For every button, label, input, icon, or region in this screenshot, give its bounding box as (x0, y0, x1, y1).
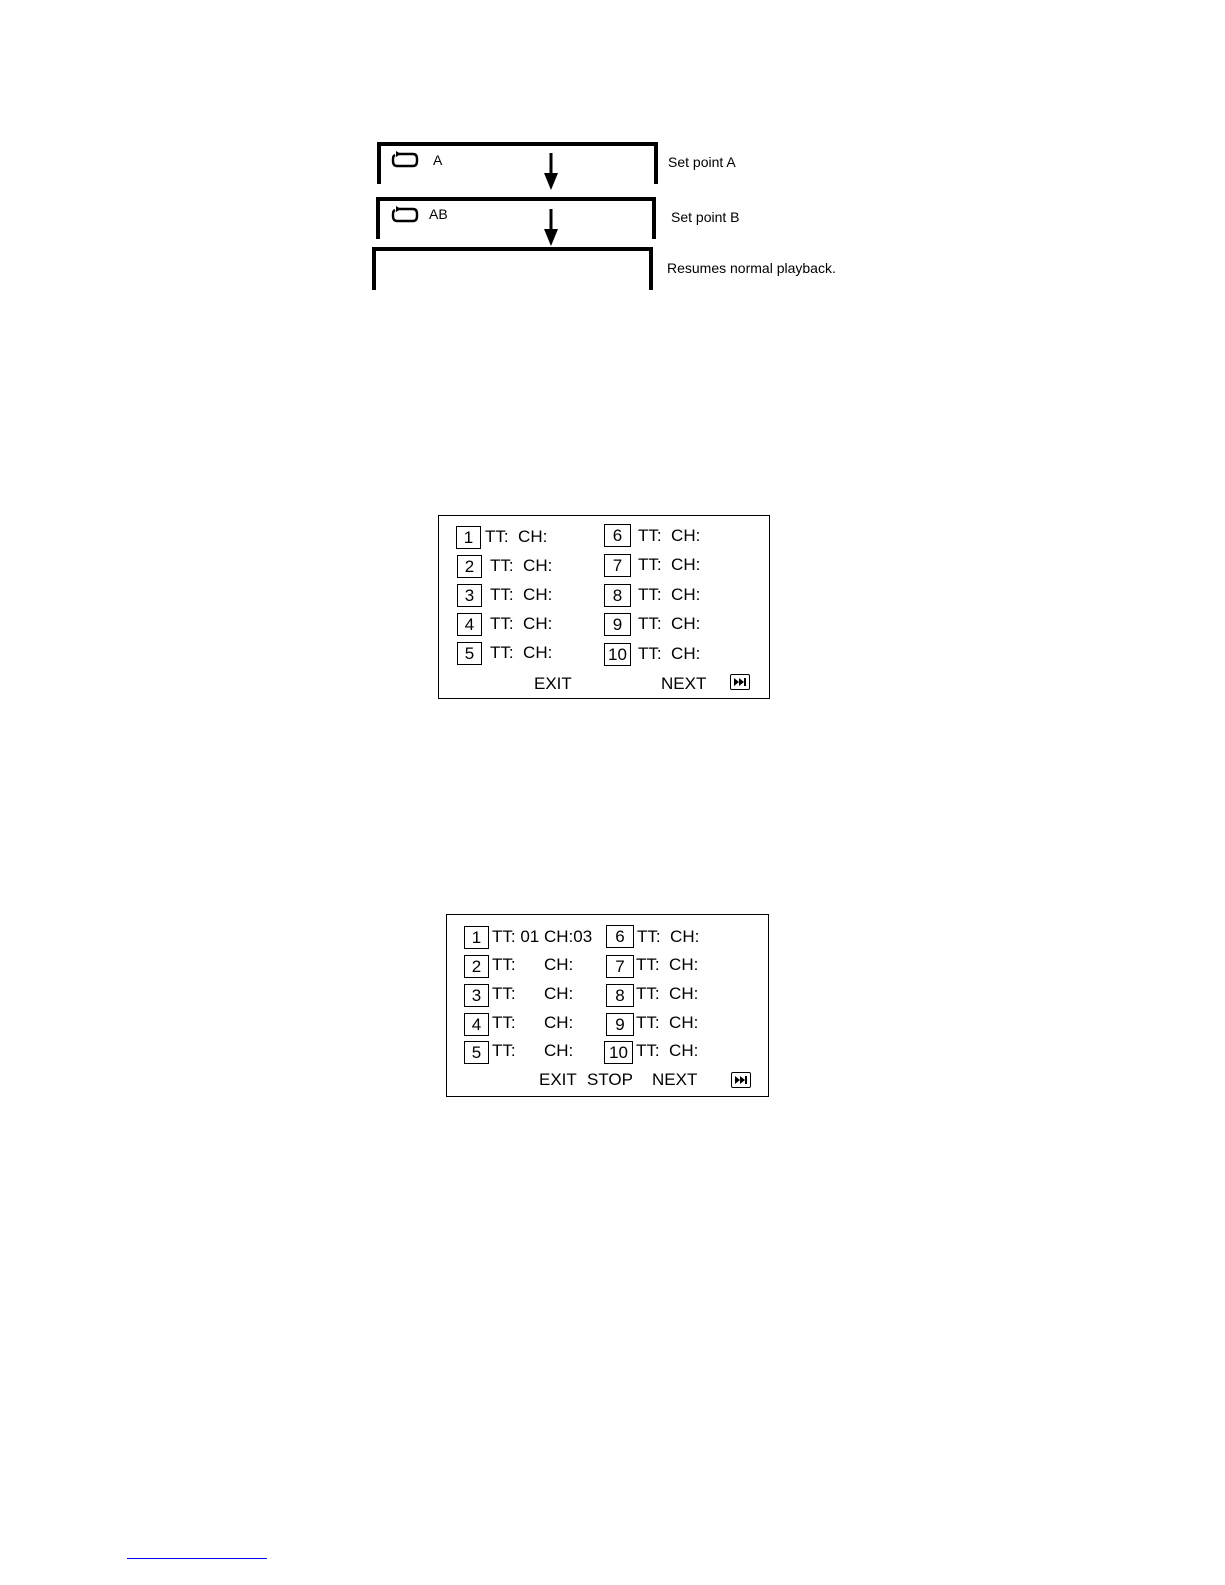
bookmark-slot-8-text: TT: CH: (636, 984, 699, 1003)
caption-set-point-b: Set point B (671, 209, 740, 225)
next-button[interactable]: NEXT (661, 674, 707, 693)
caption-set-point-a: Set point A (668, 154, 736, 170)
bookmark-slot-5[interactable]: 5 (457, 642, 482, 665)
bookmark-slot-10-text: TT: CH: (636, 1041, 699, 1060)
bookmark-slot-9-text: TT: CH: (636, 1013, 699, 1032)
bookmark-slot-4[interactable]: 4 (464, 1013, 489, 1036)
caption-resumes-normal-playback: Resumes normal playback. (667, 260, 836, 276)
bookmark-slot-1[interactable]: 1 (456, 526, 481, 549)
bookmark-slot-1-text: TT: CH: (485, 527, 548, 546)
exit-button[interactable]: EXIT (534, 674, 572, 693)
bookmark-slot-5-text: TT: CH: (492, 1041, 574, 1060)
osd-frame-normal-playback (372, 247, 653, 290)
stop-button[interactable]: STOP (587, 1070, 633, 1089)
bookmark-slot-10[interactable]: 10 (604, 1041, 633, 1064)
next-button[interactable]: NEXT (652, 1070, 698, 1089)
osd-frame-point-a (377, 142, 658, 184)
bookmark-slot-2[interactable]: 2 (457, 555, 482, 578)
bookmark-slot-7-text: TT: CH: (638, 555, 701, 574)
bookmark-slot-3[interactable]: 3 (464, 984, 489, 1007)
osd-label-ab: AB (429, 206, 448, 222)
bookmark-slot-6-text: TT: CH: (638, 526, 701, 545)
bookmark-slot-5[interactable]: 5 (464, 1041, 489, 1064)
bookmark-slot-8[interactable]: 8 (604, 584, 631, 607)
bookmark-slot-3-text: TT: CH: (492, 984, 574, 1003)
bookmark-slot-7[interactable]: 7 (606, 955, 634, 978)
bookmark-slot-1-text: TT: 01 CH:03 (492, 927, 593, 946)
bookmark-slot-5-text: TT: CH: (490, 643, 553, 662)
bookmark-slot-6-text: TT: CH: (637, 927, 700, 946)
bookmark-slot-1[interactable]: 1 (464, 926, 489, 949)
bookmark-slot-4-text: TT: CH: (490, 614, 553, 633)
exit-button[interactable]: EXIT (539, 1070, 577, 1089)
bookmark-slot-7-text: TT: CH: (636, 955, 699, 974)
skip-next-icon[interactable] (730, 674, 750, 690)
bookmark-slot-2-text: TT: CH: (490, 556, 553, 575)
bookmark-slot-7[interactable]: 7 (604, 554, 631, 577)
bookmark-slot-4[interactable]: 4 (457, 613, 482, 636)
bookmark-slot-9[interactable]: 9 (604, 613, 631, 636)
bookmark-menu-filled (446, 914, 769, 1097)
bookmark-slot-6[interactable]: 6 (606, 925, 634, 948)
repeat-icon (391, 205, 419, 225)
bookmark-slot-6[interactable]: 6 (604, 524, 631, 547)
bookmark-slot-9[interactable]: 9 (606, 1013, 634, 1036)
bookmark-slot-4-text: TT: CH: (492, 1013, 574, 1032)
bookmark-slot-8-text: TT: CH: (638, 585, 701, 604)
footer-divider (127, 1558, 267, 1559)
bookmark-slot-10-text: TT: CH: (638, 644, 701, 663)
skip-next-icon[interactable] (731, 1072, 751, 1088)
repeat-icon (391, 150, 419, 170)
down-arrow-icon (543, 209, 559, 247)
osd-label-a: A (433, 152, 443, 168)
bookmark-menu-empty (438, 515, 770, 699)
down-arrow-icon (543, 153, 559, 191)
bookmark-slot-8[interactable]: 8 (606, 984, 634, 1007)
bookmark-slot-3[interactable]: 3 (457, 584, 482, 607)
bookmark-slot-10[interactable]: 10 (604, 643, 631, 666)
bookmark-slot-2-text: TT: CH: (492, 955, 574, 974)
bookmark-slot-9-text: TT: CH: (638, 614, 701, 633)
bookmark-slot-2[interactable]: 2 (464, 955, 489, 978)
bookmark-slot-3-text: TT: CH: (490, 585, 553, 604)
